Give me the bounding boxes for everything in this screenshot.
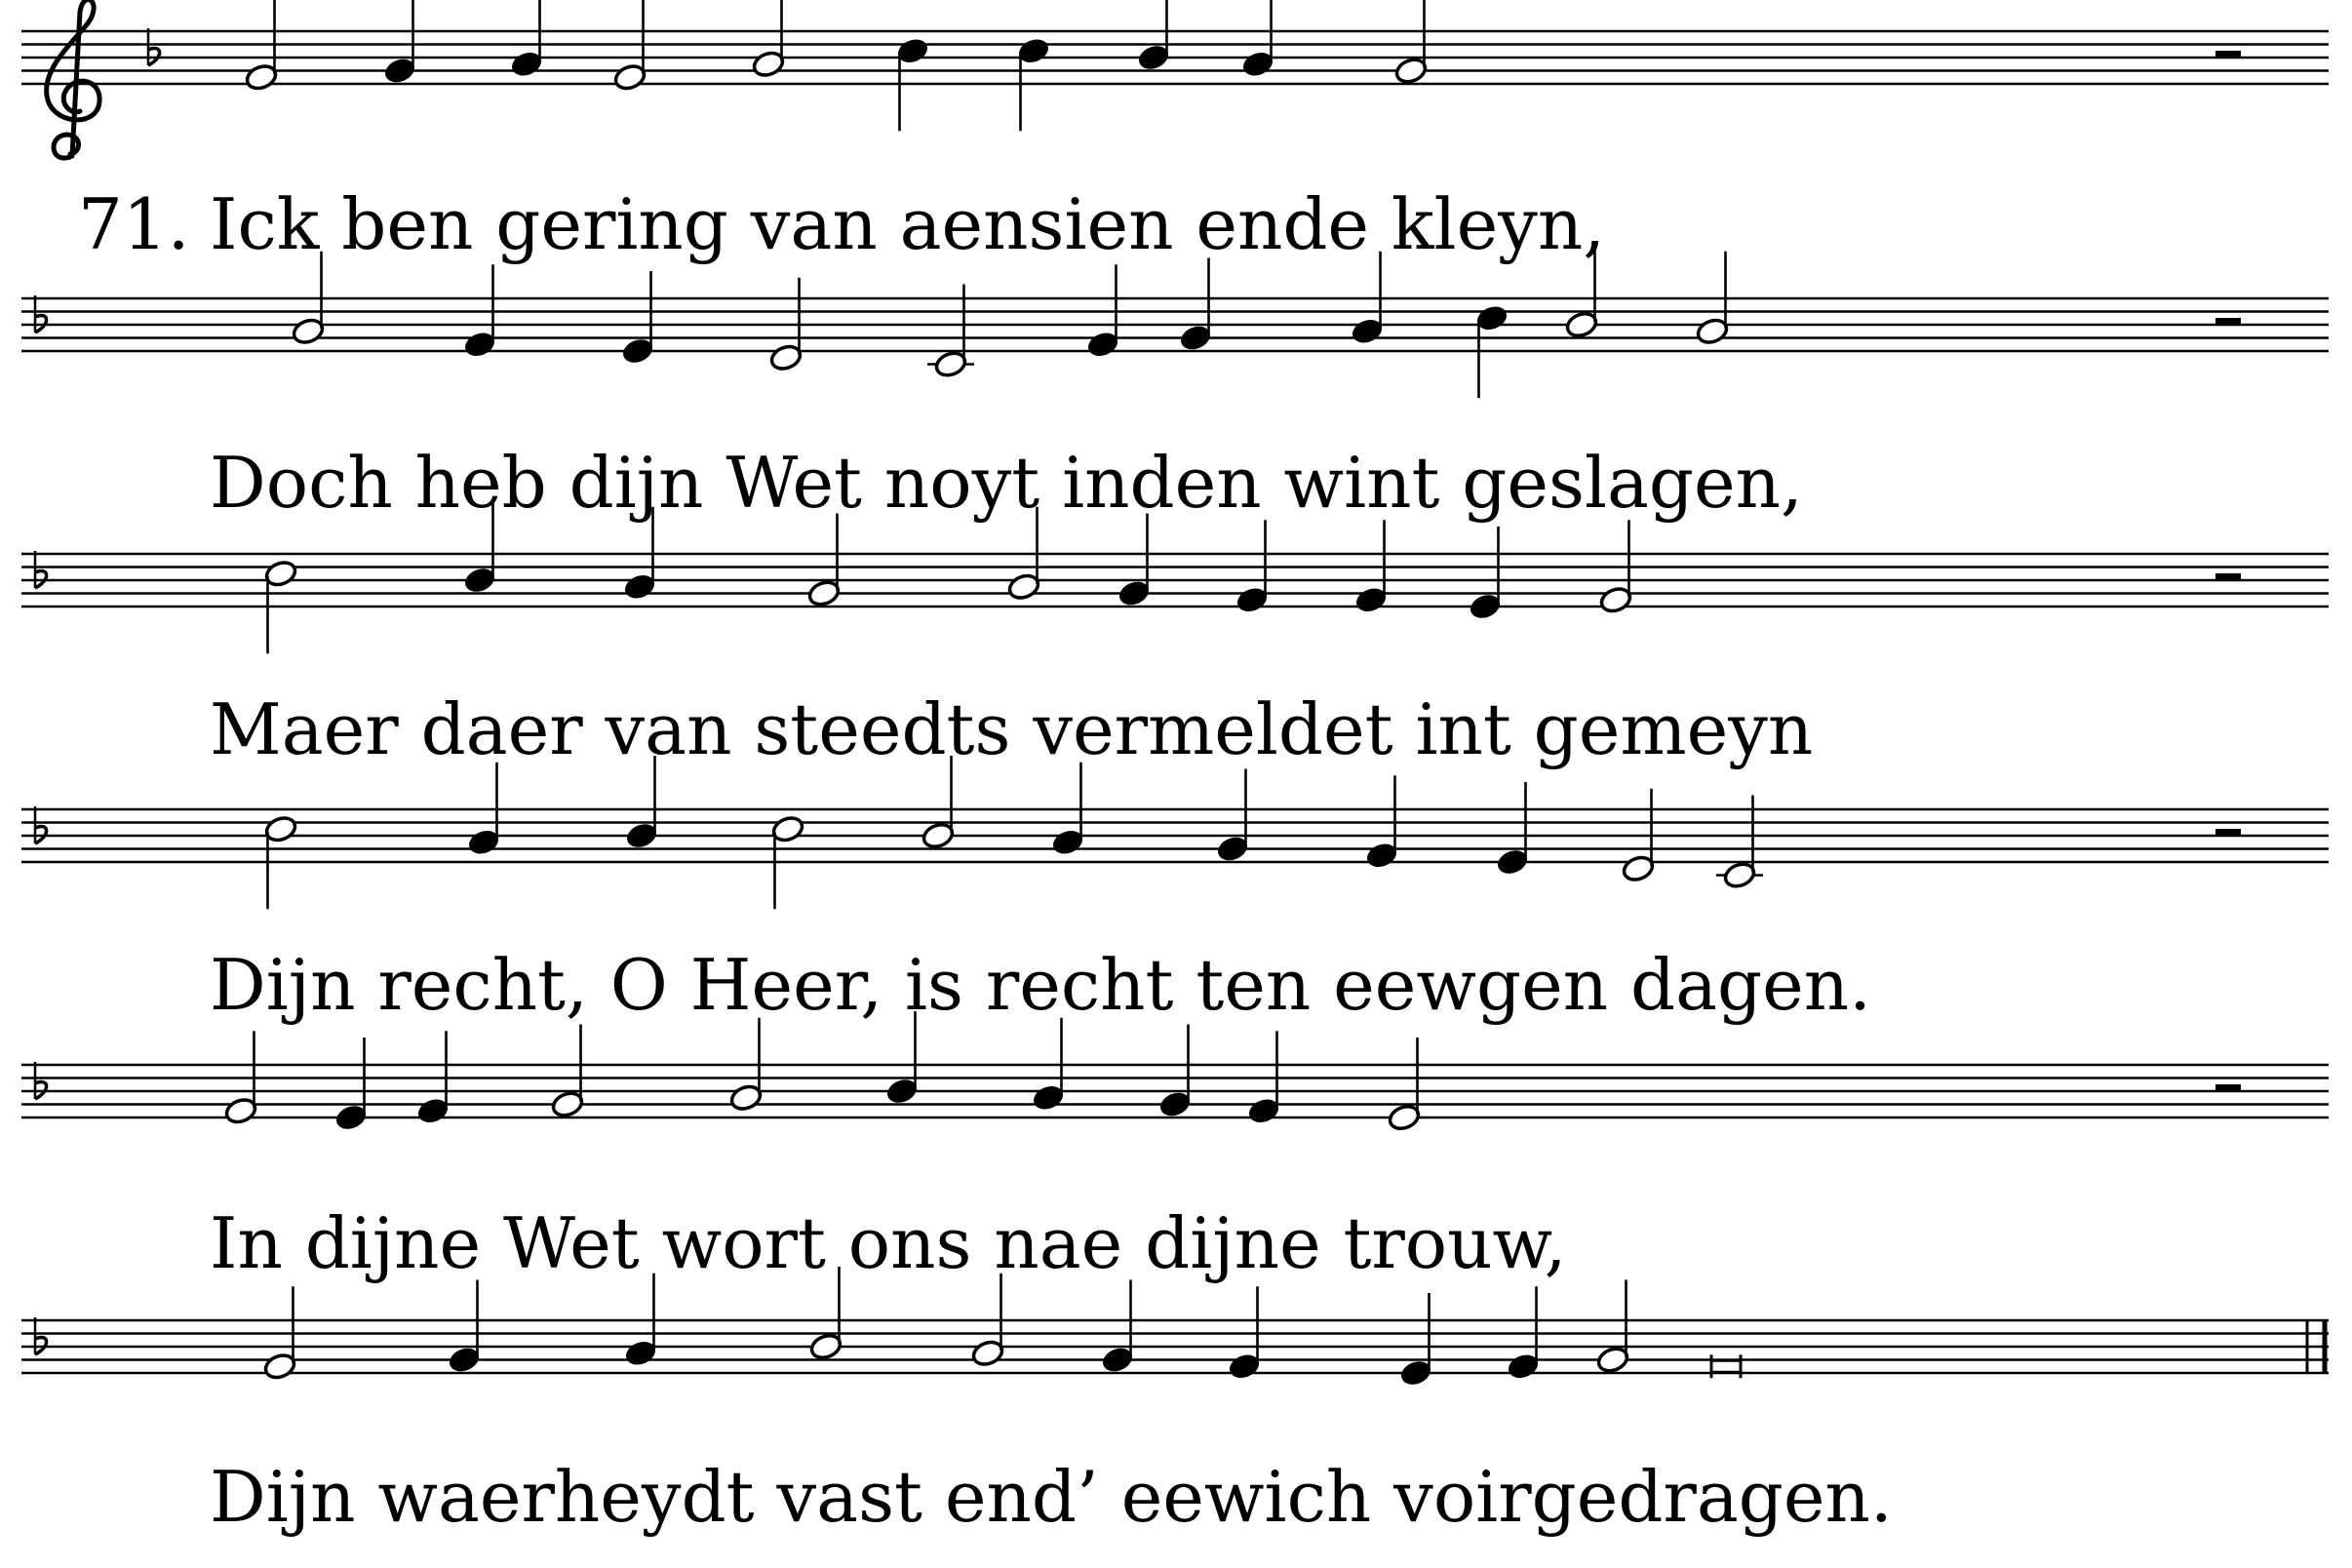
half-note bbox=[1393, 0, 1429, 86]
quarter-note bbox=[1468, 527, 1503, 621]
key-signature-flat-icon bbox=[35, 1062, 47, 1099]
music-system-2 bbox=[21, 245, 2329, 524]
music-system-4 bbox=[21, 756, 2329, 1026]
music-system-5 bbox=[21, 1011, 2329, 1284]
quarter-note bbox=[1136, 0, 1171, 72]
half-note bbox=[1595, 1280, 1630, 1375]
quarter-note bbox=[1178, 258, 1213, 353]
half-note bbox=[806, 514, 842, 608]
quarter-note bbox=[1157, 1025, 1193, 1119]
lyric-line: In dijne Wet wort ons nae dijne trouw, bbox=[210, 1202, 1567, 1284]
lyric-line: Maer daer van steedts vermeldet int gemeyn bbox=[210, 688, 1814, 770]
key-signature-flat-icon bbox=[35, 551, 47, 588]
staff bbox=[21, 31, 2329, 84]
quarter-note bbox=[1215, 769, 1250, 864]
key-signature-flat-icon bbox=[35, 806, 47, 843]
treble-clef-icon bbox=[47, 0, 99, 158]
quarter-note bbox=[620, 271, 655, 366]
staff bbox=[21, 809, 2329, 862]
quarter-note bbox=[382, 0, 417, 86]
lyric-line: Ick ben gering van aensien ende kleyn, bbox=[210, 183, 1606, 265]
key-signature-flat-icon bbox=[35, 295, 47, 333]
half-rest-icon bbox=[2215, 573, 2241, 581]
lyric-line: Dijn recht, O Heer, is recht ten eewgen dagen. bbox=[210, 944, 1871, 1026]
verse-number: 71. bbox=[78, 183, 190, 265]
lyric-line: Doch heb dijn Wet noyt inden wint geslagen, bbox=[210, 442, 1803, 524]
half-rest-icon bbox=[2215, 318, 2241, 326]
staff bbox=[21, 554, 2329, 607]
half-note bbox=[244, 0, 279, 93]
half-note bbox=[1387, 1038, 1422, 1132]
quarter-note bbox=[1495, 782, 1530, 877]
music-system-1 bbox=[21, 0, 2329, 265]
staff bbox=[21, 298, 2329, 351]
quarter-note bbox=[509, 0, 544, 79]
quarter-note bbox=[333, 1038, 369, 1132]
breve-note bbox=[1711, 1354, 1741, 1378]
lyric-line: Dijn waerheydt vast end’ eewich voirgedragen. bbox=[210, 1456, 1893, 1538]
score-systems bbox=[21, 0, 2329, 1538]
staff bbox=[21, 1320, 2329, 1373]
half-rest-icon bbox=[2215, 51, 2241, 59]
quarter-note bbox=[1117, 514, 1152, 608]
half-note bbox=[550, 1025, 585, 1119]
key-signature-flat-icon bbox=[148, 28, 160, 65]
quarter-note bbox=[1240, 0, 1275, 79]
half-note bbox=[612, 0, 647, 93]
half-rest-icon bbox=[2215, 829, 2241, 837]
music-system-3 bbox=[21, 500, 2329, 770]
key-signature-flat-icon bbox=[35, 1317, 47, 1354]
quarter-note bbox=[1100, 1280, 1135, 1375]
half-rest-icon bbox=[2215, 1084, 2241, 1092]
half-note bbox=[751, 0, 786, 79]
quarter-note bbox=[1398, 1293, 1433, 1388]
music-system-6 bbox=[21, 1267, 2329, 1538]
quarter-note bbox=[447, 1280, 482, 1375]
